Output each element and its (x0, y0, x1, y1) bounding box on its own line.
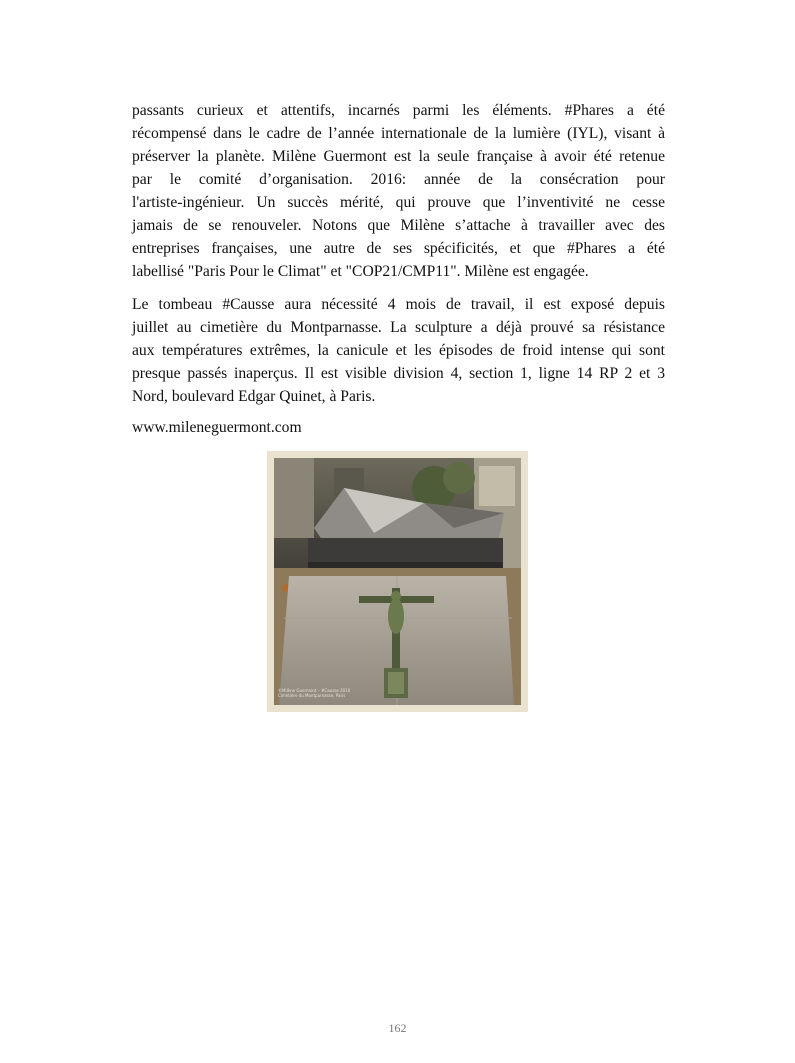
paragraph-line: Le tombeau #Causse aura nécessité 4 mois de travail, il est exposé depuis (132, 296, 665, 313)
paragraph-line: passants curieux et attentifs, incarnés parmi les éléments. #Phares a été (132, 102, 665, 119)
paragraph-2 (132, 293, 665, 408)
paragraph-line: presque passés inaperçus. Il est visible division 4, section 1, ligne 14 RP 2 et 3 (132, 365, 665, 382)
tomb-photo-image (274, 458, 521, 705)
paragraph-line: aux températures extrêmes, la canicule et les épisodes de froid intense qui sont (132, 342, 665, 359)
page-number: 162 (388, 1021, 407, 1035)
paragraph-line: par le comité d’organisation. 2016: année de la consécration pour (132, 171, 665, 188)
website-url[interactable]: www.mileneguermont.com (132, 419, 302, 436)
paragraph-line: jamais de se renouveler. Notons que Milène s’attache à travailler avec des (132, 217, 665, 234)
paragraph-line: récompensé dans le cadre de l’année internationale de la lumière (IYL), visant à (132, 125, 665, 142)
tomb-photo (267, 451, 528, 712)
paragraph-line: l'artiste-ingénieur. Un succès mérité, qui prouve que l’inventivité ne cesse (132, 194, 665, 211)
photo-caption (278, 688, 350, 698)
paragraph-1 (132, 99, 665, 283)
paragraph-line: juillet au cimetière du Montparnasse. La sculpture a déjà prouvé sa résistance (132, 319, 665, 336)
paragraph-line: préserver la planète. Milène Guermont est la seule française à avoir été retenue (132, 148, 665, 165)
caption-line: ©Milène Guermont – #Causse 2016 (278, 688, 351, 693)
paragraph-line: entreprises françaises, une autre de ses spécificités, et que #Phares a été (132, 240, 665, 257)
paragraph-line: labellisé "Paris Pour le Climat" et "COP21/CMP11". Milène est engagée. (132, 263, 589, 280)
caption-line: Cimetière du Montparnasse, Paris (278, 693, 346, 698)
paragraph-line: Nord, boulevard Edgar Quinet, à Paris. (132, 388, 376, 405)
website-link[interactable] (132, 416, 665, 439)
